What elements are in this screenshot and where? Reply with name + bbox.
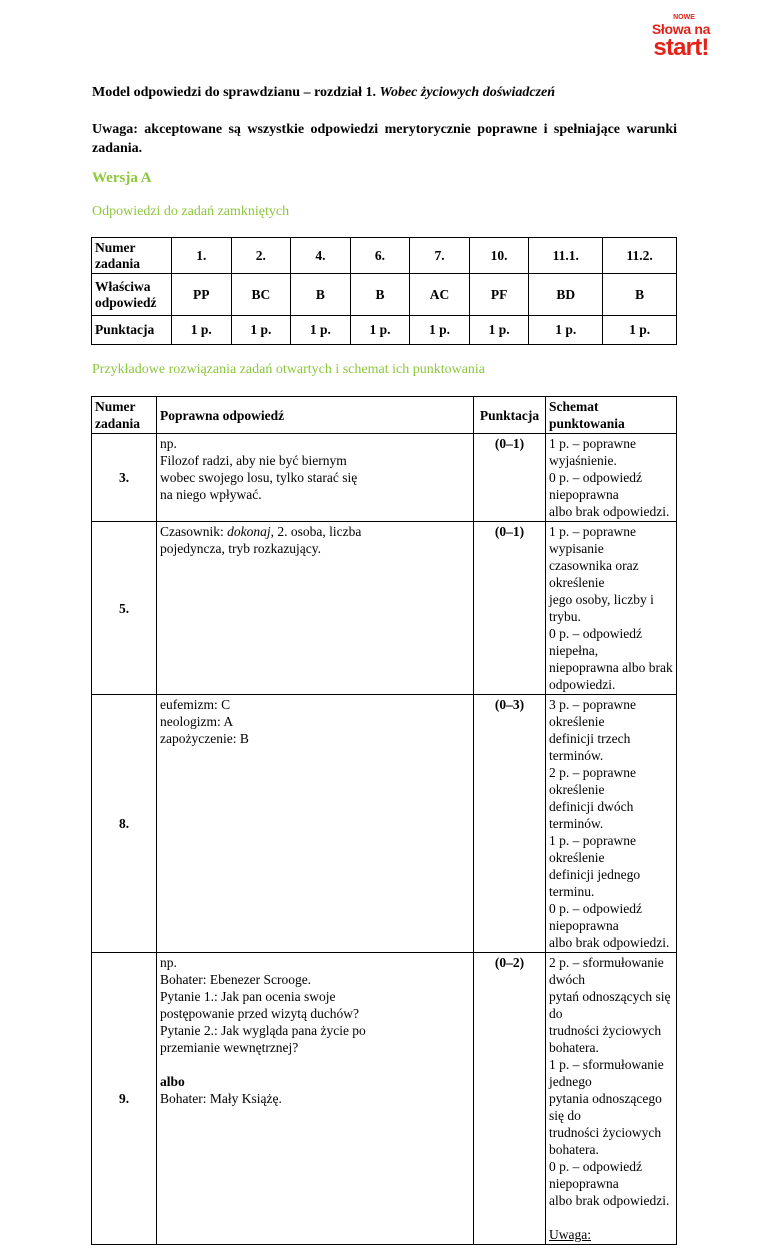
points-range: (0–3) <box>474 695 546 953</box>
task-number: 2. <box>231 238 291 274</box>
task-answer: AC <box>410 274 470 316</box>
answer-line: wobec swojego losu, tylko starać się <box>160 470 358 485</box>
task-answer: B <box>291 274 351 316</box>
acceptance-note: Uwaga: akceptowane są wszystkie odpowiedzi merytorycznie poprawne i spełniające warunki zadania. <box>92 122 677 156</box>
logo-small-text: NOWE <box>673 14 695 21</box>
scoring-scheme <box>546 522 677 695</box>
scheme-line: trudności życiowych bohatera. <box>549 1125 662 1157</box>
answer-line: neologizm: A <box>160 714 234 729</box>
document-title <box>92 85 555 101</box>
scheme-line: 3 p. – poprawne określenie <box>549 697 636 729</box>
task-answer: BD <box>529 274 603 316</box>
task-number: 6. <box>350 238 410 274</box>
task-points: 1 p. <box>603 316 677 345</box>
answer-line: Pytanie 2.: Jak wygląda pana życie po <box>160 1023 366 1038</box>
title-prefix: Model odpowiedzi do sprawdzianu – rozdział 1. <box>92 85 377 100</box>
answer-line: pojedyncza, tryb rozkazujący. <box>160 541 322 556</box>
scheme-line: trudności życiowych bohatera. <box>549 1023 662 1055</box>
header-answer: Poprawna odpowiedź <box>157 397 474 434</box>
scheme-line: niepoprawna albo brak <box>549 660 673 675</box>
answer-post: , 2. osoba, liczba <box>270 524 362 539</box>
scheme-line: 1 p. – poprawne określenie <box>549 833 636 865</box>
table-row <box>92 695 677 953</box>
task-answer: B <box>603 274 677 316</box>
scheme-note: Uwaga: <box>549 1227 591 1242</box>
table-row <box>92 953 677 1245</box>
scheme-line: jego osoby, liczby i trybu. <box>549 592 654 624</box>
scheme-line: albo brak odpowiedzi. <box>549 504 670 519</box>
scheme-line: 2 p. – sformułowanie dwóch <box>549 955 664 987</box>
task-answer: BC <box>231 274 291 316</box>
table-row <box>92 316 677 345</box>
answer-line: eufemizm: C <box>160 697 231 712</box>
open-questions-heading: Przykładowe rozwiązania zadań otwartych i schemat ich punktowania <box>92 362 486 377</box>
points-range: (0–1) <box>474 434 546 522</box>
row-header-number: Numer zadania <box>92 238 172 274</box>
task-number: 5. <box>92 522 157 695</box>
model-answer <box>157 953 474 1245</box>
scheme-line: 0 p. – odpowiedź niepoprawna <box>549 470 642 502</box>
scheme-line: odpowiedzi. <box>549 677 616 692</box>
task-number: 10. <box>469 238 529 274</box>
task-number: 9. <box>92 953 157 1245</box>
task-points: 1 p. <box>231 316 291 345</box>
scheme-line: pytania odnoszącego się do <box>549 1091 662 1123</box>
scheme-line: 0 p. – odpowiedź niepoprawna <box>549 901 642 933</box>
scheme-line: 0 p. – odpowiedź niepoprawna <box>549 1159 642 1191</box>
table-row <box>92 274 677 316</box>
task-points: 1 p. <box>410 316 470 345</box>
scheme-line: albo brak odpowiedzi. <box>549 935 670 950</box>
answer-line <box>160 523 470 540</box>
answer-pre: Czasownik: <box>160 524 228 539</box>
points-range: (0–1) <box>474 522 546 695</box>
scheme-line: definicji dwóch terminów. <box>549 799 634 831</box>
row-header-answer: Właściwa odpowiedź <box>92 274 172 316</box>
header-scheme: Schemat punktowania <box>546 397 677 434</box>
task-answer: PP <box>172 274 232 316</box>
scheme-line: pytań odnoszących się do <box>549 989 671 1021</box>
answer-spacer <box>160 1056 470 1073</box>
task-number: 7. <box>410 238 470 274</box>
scheme-line: czasownika oraz określenie <box>549 558 639 590</box>
scheme-spacer <box>549 1209 673 1226</box>
closed-answers-table <box>91 237 677 345</box>
task-answer: B <box>350 274 410 316</box>
answer-line: np. <box>160 955 177 970</box>
scheme-line: 1 p. – sformułowanie jednego <box>549 1057 664 1089</box>
header-points: Punktacja <box>474 397 546 434</box>
table-row <box>92 522 677 695</box>
title-italic: Wobec życiowych doświadczeń <box>379 85 556 100</box>
task-number: 11.1. <box>529 238 603 274</box>
scheme-line: 1 p. – poprawne wyjaśnienie. <box>549 436 636 468</box>
scoring-scheme <box>546 695 677 953</box>
answer-alternative-label: albo <box>160 1074 185 1089</box>
model-answer <box>157 522 474 695</box>
task-points: 1 p. <box>529 316 603 345</box>
scoring-scheme <box>546 953 677 1245</box>
task-points: 1 p. <box>350 316 410 345</box>
answer-line: Bohater: Ebenezer Scrooge. <box>160 972 312 987</box>
model-answer <box>157 695 474 953</box>
scoring-scheme <box>546 434 677 522</box>
answer-line: Pytanie 1.: Jak pan ocenia swoje <box>160 989 336 1004</box>
answer-line: Filozof radzi, aby nie być biernym <box>160 453 347 468</box>
version-heading: Wersja A <box>92 170 152 186</box>
answer-line: postępowanie przed wizytą duchów? <box>160 1006 360 1021</box>
task-points: 1 p. <box>291 316 351 345</box>
task-number: 4. <box>291 238 351 274</box>
task-answer: PF <box>469 274 529 316</box>
answer-italic-word: dokonaj <box>227 524 271 539</box>
publisher-logo <box>646 14 716 60</box>
task-number: 8. <box>92 695 157 953</box>
table-header-row <box>92 397 677 434</box>
task-number: 3. <box>92 434 157 522</box>
answer-line: Bohater: Mały Książę. <box>160 1091 282 1106</box>
closed-questions-heading: Odpowiedzi do zadań zamkniętych <box>92 204 290 219</box>
open-answers-table <box>91 396 677 1245</box>
scheme-line: albo brak odpowiedzi. <box>549 1193 670 1208</box>
scheme-line: definicji trzech terminów. <box>549 731 631 763</box>
answer-line: zapożyczenie: B <box>160 731 249 746</box>
answer-line: na niego wpływać. <box>160 487 262 502</box>
header-number: Numer zadania <box>92 397 157 434</box>
scheme-line: 0 p. – odpowiedź niepełna, <box>549 626 642 658</box>
logo-mid-text: Słowa na <box>651 21 711 37</box>
logo-big-text: start! <box>653 34 709 61</box>
task-number: 1. <box>172 238 232 274</box>
answer-line: przemianie wewnętrznej? <box>160 1040 299 1055</box>
model-answer <box>157 434 474 522</box>
task-points: 1 p. <box>172 316 232 345</box>
scheme-line: 1 p. – poprawne wypisanie <box>549 524 636 556</box>
table-row <box>92 238 677 274</box>
task-points: 1 p. <box>469 316 529 345</box>
points-range: (0–2) <box>474 953 546 1245</box>
scheme-line: 2 p. – poprawne określenie <box>549 765 636 797</box>
task-number: 11.2. <box>603 238 677 274</box>
table-row <box>92 434 677 522</box>
answer-line: np. <box>160 436 177 451</box>
scheme-line: definicji jednego terminu. <box>549 867 641 899</box>
row-header-points: Punktacja <box>92 316 172 345</box>
